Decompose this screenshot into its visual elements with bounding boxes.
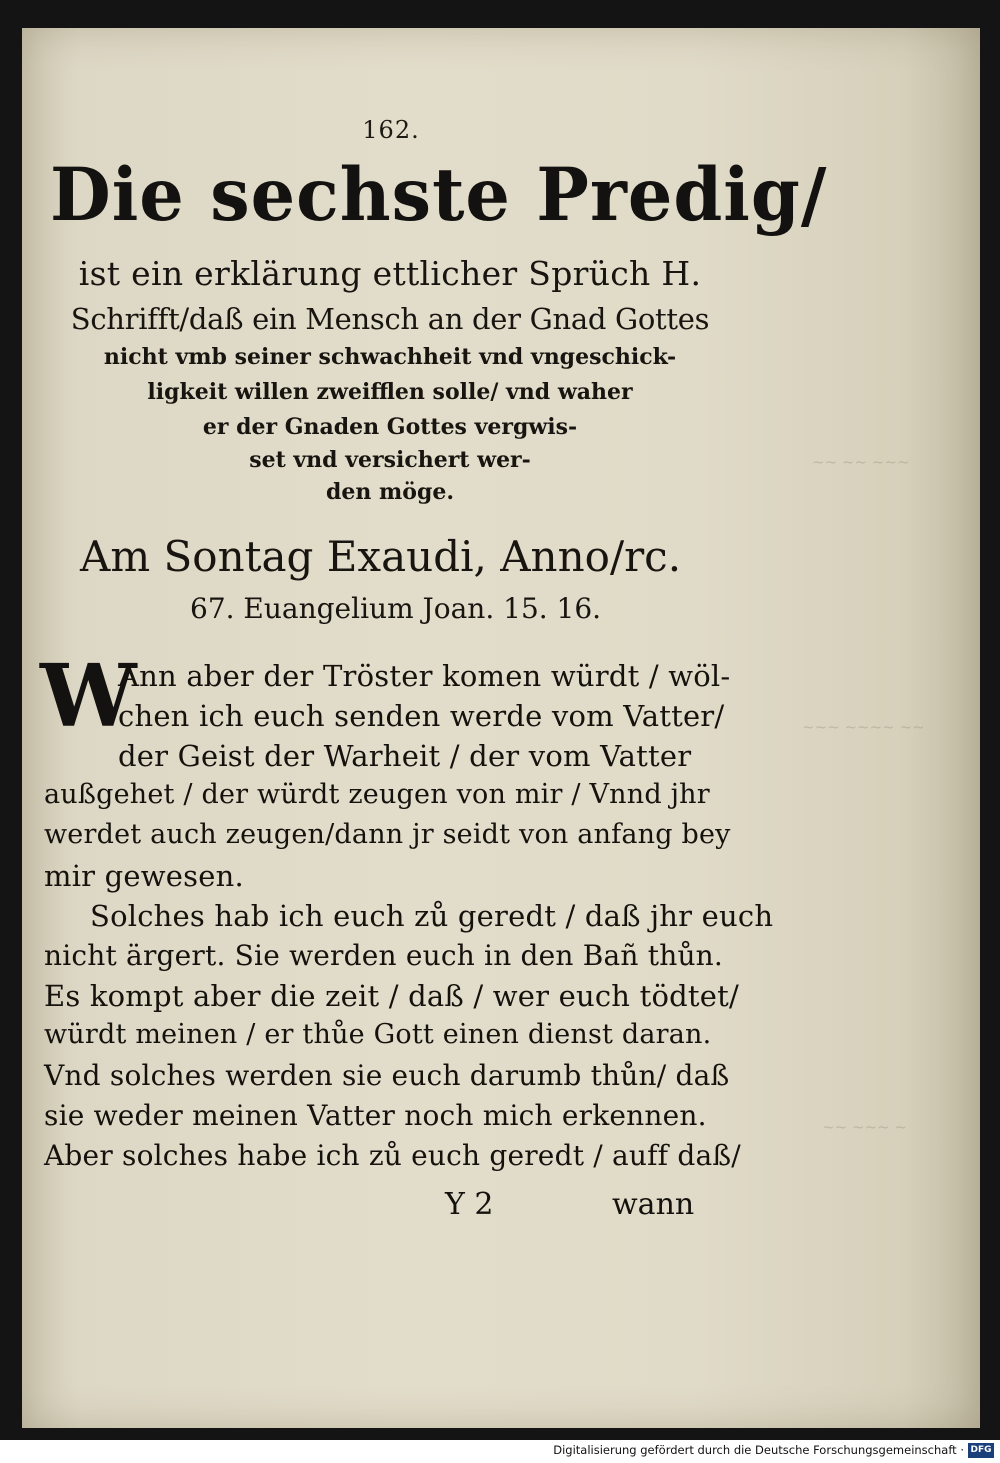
body-line: würdt meinen / er thůe Gott einen dienst daran. bbox=[44, 1019, 712, 1050]
body-line: Vnd solches werden sie euch darumb thůn/ daß bbox=[44, 1059, 730, 1092]
subtitle-line: set vnd versichert wer- bbox=[249, 447, 531, 473]
body-line: Ann aber der Tröster komen würdt / wöl- bbox=[118, 659, 731, 693]
body-line: der Geist der Warheit / der vom Vatter bbox=[118, 739, 692, 773]
body-line: Es kompt aber die zeit / daß / wer euch tödtet/ bbox=[44, 979, 739, 1013]
body-line: mir gewesen. bbox=[44, 859, 244, 893]
bleed-through-mark: ~~~ ~~~~ ~~ bbox=[802, 718, 925, 736]
sermon-title: Die sechste Predig/ bbox=[50, 150, 828, 239]
subtitle-line: er der Gnaden Gottes vergwis- bbox=[202, 414, 578, 440]
page-number: 162. bbox=[362, 116, 420, 144]
body-line: Aber solches habe ich zů euch geredt / auff daß/ bbox=[44, 1139, 741, 1172]
sermon-date-line: Am Sontag Exaudi, Anno/rc. bbox=[80, 532, 682, 581]
subtitle-line: den möge. bbox=[325, 479, 455, 505]
body-line: werdet auch zeugen/dann jr seidt von anfang bey bbox=[44, 819, 731, 850]
subtitle-line: ligkeit willen zweifflen solle/ vnd waher bbox=[147, 379, 633, 405]
footer-bar bbox=[0, 1440, 1000, 1463]
body-line: außgehet / der würdt zeugen von mir / Vnnd jhr bbox=[44, 779, 710, 810]
funding-credit: Digitalisierung gefördert durch die Deutsche Forschungsgemeinschaft · bbox=[553, 1443, 964, 1457]
body-line: Solches hab ich euch zů geredt / daß jhr euch bbox=[90, 899, 774, 933]
body-line: sie weder meinen Vatter noch mich erkennen. bbox=[44, 1099, 707, 1132]
signature-mark: Y 2 bbox=[445, 1187, 494, 1222]
subtitle-line: ist ein erklärung ettlicher Sprüch H. bbox=[78, 254, 702, 293]
body-line: chen ich euch senden werde vom Vatter/ bbox=[118, 699, 725, 733]
subtitle-line: nicht vmb seiner schwachheit vnd vngeschick- bbox=[103, 344, 677, 370]
catchword: wann bbox=[612, 1187, 695, 1222]
subtitle-line: Schrifft/daß ein Mensch an der Gnad Gottes bbox=[70, 302, 710, 336]
bleed-through-mark: ~~ ~~~ ~ bbox=[822, 1118, 907, 1136]
gospel-reference: 67. Euangelium Joan. 15. 16. bbox=[190, 592, 602, 625]
dfg-logo[interactable]: DFG bbox=[968, 1443, 994, 1458]
body-line: nicht ärgert. Sie werden euch in den Bañ thůn. bbox=[44, 939, 724, 972]
bleed-through-mark: ~~ ~~ ~~~ bbox=[812, 453, 910, 471]
drop-cap-initial: W bbox=[40, 646, 137, 747]
